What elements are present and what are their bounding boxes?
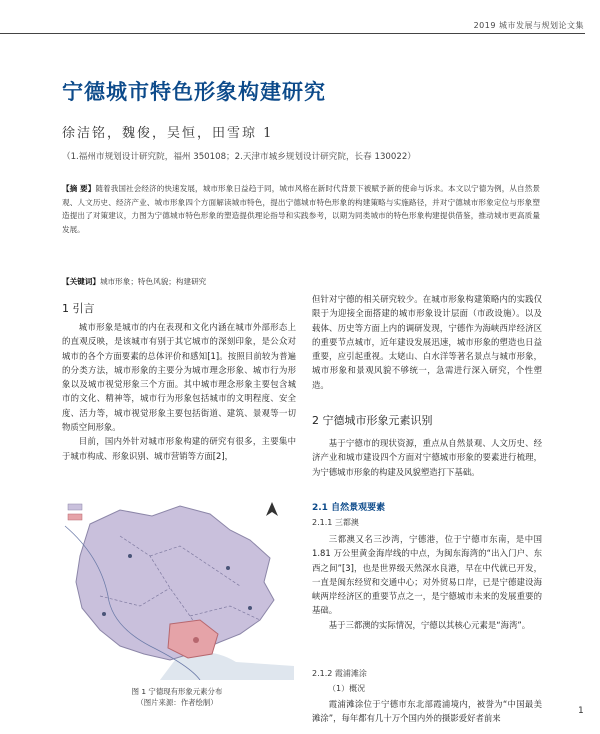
subsection-2-1-2: 2.1.2 霞浦滩涂 xyxy=(312,669,367,678)
caption-source: （图片来源：作者绘制） xyxy=(136,698,218,707)
author-list: 徐洁铭，魏俊，吴恒，田雪琼 1 xyxy=(62,126,274,141)
paragraph: 霞浦滩涂位于宁德市东北部霞浦境内，被誉为“中国最美滩涂”，每年都有几十万个国内外的摄影爱好者前来 xyxy=(312,699,542,724)
subsection-2-1-1: 2.1.1 三都澳 xyxy=(312,518,359,527)
subsection-2-1-2-a: （1）概况 xyxy=(328,684,366,693)
paragraph: 城市形象是城市的内在表现和文化内涵在城市外部形态上的直观反映，是该城市有别于其它城市的深刻印象，是公众对城市的各个方面要素的总体评价和感知[1]。按照目前较为普遍的分类方法，城市形象的主要分为城市理念形象、城市行为形象以及城市视觉形象三个方面。其中城市理念形象主要包含城市的文化、精神等，城市行为形象包括城市的文明程度、安全度、活力等，城市视觉形象主要包括街道、建筑、景观等一切物质空间形象。 xyxy=(62,322,296,433)
city-marker xyxy=(193,637,199,643)
paragraph: 基于三都澳的实际情况，宁德以其核心元素是“海湾”。 xyxy=(328,619,531,630)
section-2-1-1-body xyxy=(312,532,542,632)
abstract xyxy=(62,182,540,236)
section-1-body xyxy=(62,320,296,463)
figure-caption xyxy=(60,686,294,708)
paper-title: 宁德城市特色形象构建研究 xyxy=(62,80,326,104)
section-1-heading: 1 引言 xyxy=(62,302,95,315)
right-intro xyxy=(312,292,542,392)
paragraph: 三都澳又名三沙湾，宁德港，位于宁德市东南，是中国 1.81 万公里黄金海岸线的中点，为闽东海湾的“出入门户、东西之间”[3]，也是世界级天然深水良港，早在中代就已开发，一直是闽东经贸和交通中心；对外贸易口岸，已是宁德建设海峡两岸经济区的重要节点之一，是宁德城市未来的发展重要的基础。 xyxy=(312,534,542,616)
figure-1-map xyxy=(60,496,294,680)
header-rule xyxy=(0,33,585,34)
section-2-heading: 2 宁德城市形象元素识别 xyxy=(312,414,433,427)
caption-title: 图 1 宁德现有形象元素分布 xyxy=(131,687,223,696)
keywords xyxy=(62,276,206,287)
section-2-1-2-body xyxy=(312,697,542,727)
map-graphic xyxy=(60,496,294,680)
keywords-text: 城市形象；特色风貌；构建研究 xyxy=(99,277,207,286)
paragraph: 基于宁德市的现状资源，重点从自然景观、人文历史、经济产业和城市建设四个方面对宁德城市形象的要素进行梳理，为宁德城市形象的构建及风貌塑造打下基础。 xyxy=(312,438,542,477)
abstract-label: 【摘 要】 xyxy=(62,184,96,193)
paragraph: 目前，国内外针对城市形象构建的研究有很多，主要集中于城市构成、形象识别、城市营销等方面[2]， xyxy=(62,436,296,461)
paragraph: 但针对宁德的相关研究较少。在城市形象构建策略内的实践仅限于为迎接全面搭建的城市形象设计层面（市政设施）。以及载体、历史等方面上内的调研发现，宁德作为海峡西岸经济区的重要节点城市，近年建设发展迅速，城市形象的塑造也日益重要，应引起重视。太姥山、白水洋等著名景点与城市形象，城市形象和景观风貌不够统一，急需进行深入研究，个性塑造。 xyxy=(312,294,542,390)
abstract-text: 随着我国社会经济的快速发展，城市形象日益趋于同，城市风格在新时代背景下被赋予新的使命与诉求。本文以宁德为例，从自然景观、人文历史、经济产业、城市形象四个方面解读城市特色，提出宁德城市特色形象的构建策略与实施路径，并对宁德城市形象定位与形象塑造提出了对策建议，力图为宁德城市特色形象的塑造提供理论指导和实践参考，以期为同类城市的特色形象构建提供借鉴，推动城市更高质量发展。 xyxy=(62,184,540,234)
section-2-body xyxy=(312,436,542,479)
page-number: 1 xyxy=(578,706,584,716)
running-header: 2019 城市发展与规划论文集 xyxy=(473,21,584,30)
keywords-label: 【关键词】 xyxy=(62,277,100,286)
affiliation: （1.福州市规划设计研究院，福州 350108；2.天津市城乡规划设计研究院，长春 130022） xyxy=(62,152,416,162)
subsection-2-1: 2.1 自然景观要素 xyxy=(312,503,386,513)
